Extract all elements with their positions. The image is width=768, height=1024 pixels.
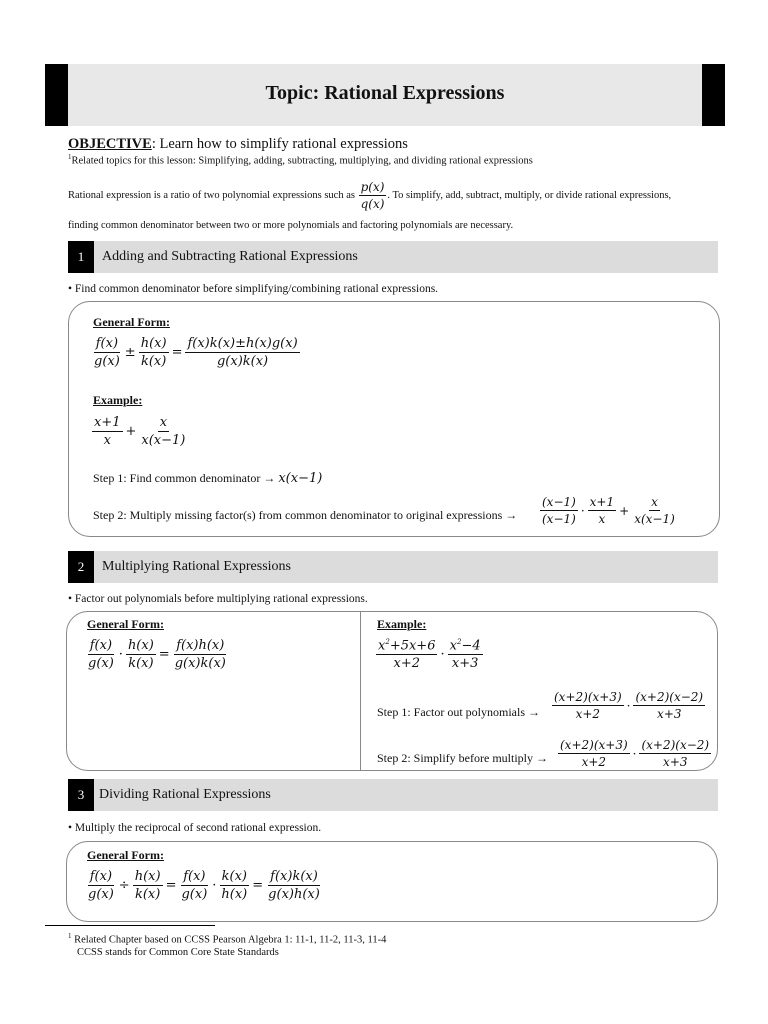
section-1-title: Adding and Subtracting Rational Expressions — [102, 249, 358, 264]
section-3-bullet: • Multiply the reciprocal of second rational expression. — [68, 822, 322, 834]
s2-step-2: Step 2: Simplify before multiply → — [377, 751, 548, 765]
section-2-number: 2 — [68, 551, 94, 583]
s1-step-1-math: x(x−1) — [278, 471, 323, 486]
section-3-box — [66, 841, 718, 922]
intro-frac-den: q(x) — [360, 197, 385, 211]
s2-step-2-math: $\frac{(x+2)(x+3)}{x+2}$ · $\frac{(x+2)(x-2)}{x+3}$ — [560, 738, 710, 768]
related-marker: 1 — [68, 153, 72, 161]
related-text: Related topics for this lesson: Simplifying, adding, subtracting, multiplying, and dividing rational expressions — [71, 155, 533, 167]
intro-line-1 — [68, 180, 671, 211]
intro-line-2: finding common denominator between two or more polynomials and factoring polynomials are necessary. — [68, 220, 514, 231]
intro-frac-num: p(x) — [360, 180, 385, 194]
s2-step-1-math: $\frac{(x+2)(x+3)}{x+2}$ · $\frac{(x+2)(x-2)}{x+3}$ — [554, 690, 704, 721]
s2-divider — [360, 612, 361, 770]
section-2-header — [68, 551, 718, 583]
section-2-title: Multiplying Rational Expressions — [102, 559, 291, 574]
s1-step-2: Step 2: Multiply missing factor(s) from common denominator to original expressions → — [93, 508, 518, 522]
s1-general-formula: $\frac{f(x)}{g(x)}$ ± $\frac{h(x)}{k(x)}$ = $\frac{f(x)k(x)\pm h(x)g(x)}{g(x)k(x)}$ — [94, 336, 298, 369]
s3-general-formula: $\frac{f(x)}{g(x)}$ ÷ $\frac{h(x)}{k(x)}$ = $\frac{f(x)}{g(x)}$ · $\frac{k(x)}{h(x)}$ = $\frac{f(x)k(x)}{g(x)h(x)}$ — [88, 869, 320, 902]
footnote-line-2: CCSS stands for Common Core State Standards — [77, 947, 279, 958]
s2-example-formula: $\frac{x^2+5x+6}{x+2}$ · $\frac{x^2-4}{x+3}$ — [378, 638, 481, 672]
intro-fraction — [359, 180, 387, 211]
s2-example-label: Example: — [377, 617, 427, 631]
s2-general-label: General Form: — [87, 617, 164, 631]
objective-text: : Learn how to simplify rational expressions — [151, 136, 408, 152]
s1-step-2-math: $\frac{(x-1)}{(x-1)}$ · $\frac{x+1}{x}$ + $\frac{x}{x(x-1)}$ — [542, 495, 675, 526]
s1-step-1 — [93, 471, 322, 486]
s1-step-1-text: Step 1: Find common denominator → — [93, 471, 276, 485]
section-1-bullet: • Find common denominator before simplifying/combining rational expressions. — [68, 283, 439, 295]
section-3-header — [68, 779, 718, 811]
title-banner — [45, 64, 725, 126]
footnote-text-1: Related Chapter based on CCSS Pearson Algebra 1: 11-1, 11-2, 11-3, 11-4 — [74, 934, 387, 946]
footnote-line-1 — [68, 932, 386, 946]
objective — [68, 136, 408, 153]
section-3-title: Dividing Rational Expressions — [99, 787, 271, 802]
objective-label: OBJECTIVE — [68, 136, 152, 152]
section-1-header — [68, 241, 718, 273]
intro-text-b: . To simplify, add, subtract, multiply, or divide rational expressions, — [387, 189, 672, 201]
intro-text-a: Rational expression is a ratio of two polynomial expressions such as — [68, 189, 355, 201]
footnote-marker: 1 — [68, 932, 72, 940]
section-1-box — [68, 301, 720, 537]
section-2-box — [66, 611, 718, 771]
footnote-rule — [45, 925, 215, 926]
s1-general-label: General Form: — [93, 315, 170, 329]
s1-example-formula: $\frac{x+1}{x}$ + $\frac{x}{x(x-1)}$ — [94, 415, 186, 448]
page-title: Topic: Rational Expressions — [265, 82, 505, 104]
section-3-number: 3 — [68, 779, 94, 811]
section-2-bullet: • Factor out polynomials before multiplying rational expressions. — [68, 593, 368, 605]
s1-example-label: Example: — [93, 393, 143, 407]
related-topics — [68, 153, 533, 167]
s3-general-label: General Form: — [87, 848, 164, 862]
s2-general-formula: $\frac{f(x)}{g(x)}$ · $\frac{h(x)}{k(x)}$ = $\frac{f(x)h(x)}{g(x)k(x)}$ — [88, 638, 226, 671]
section-1-number: 1 — [68, 241, 94, 273]
s2-step-1: Step 1: Factor out polynomials → — [377, 705, 540, 719]
